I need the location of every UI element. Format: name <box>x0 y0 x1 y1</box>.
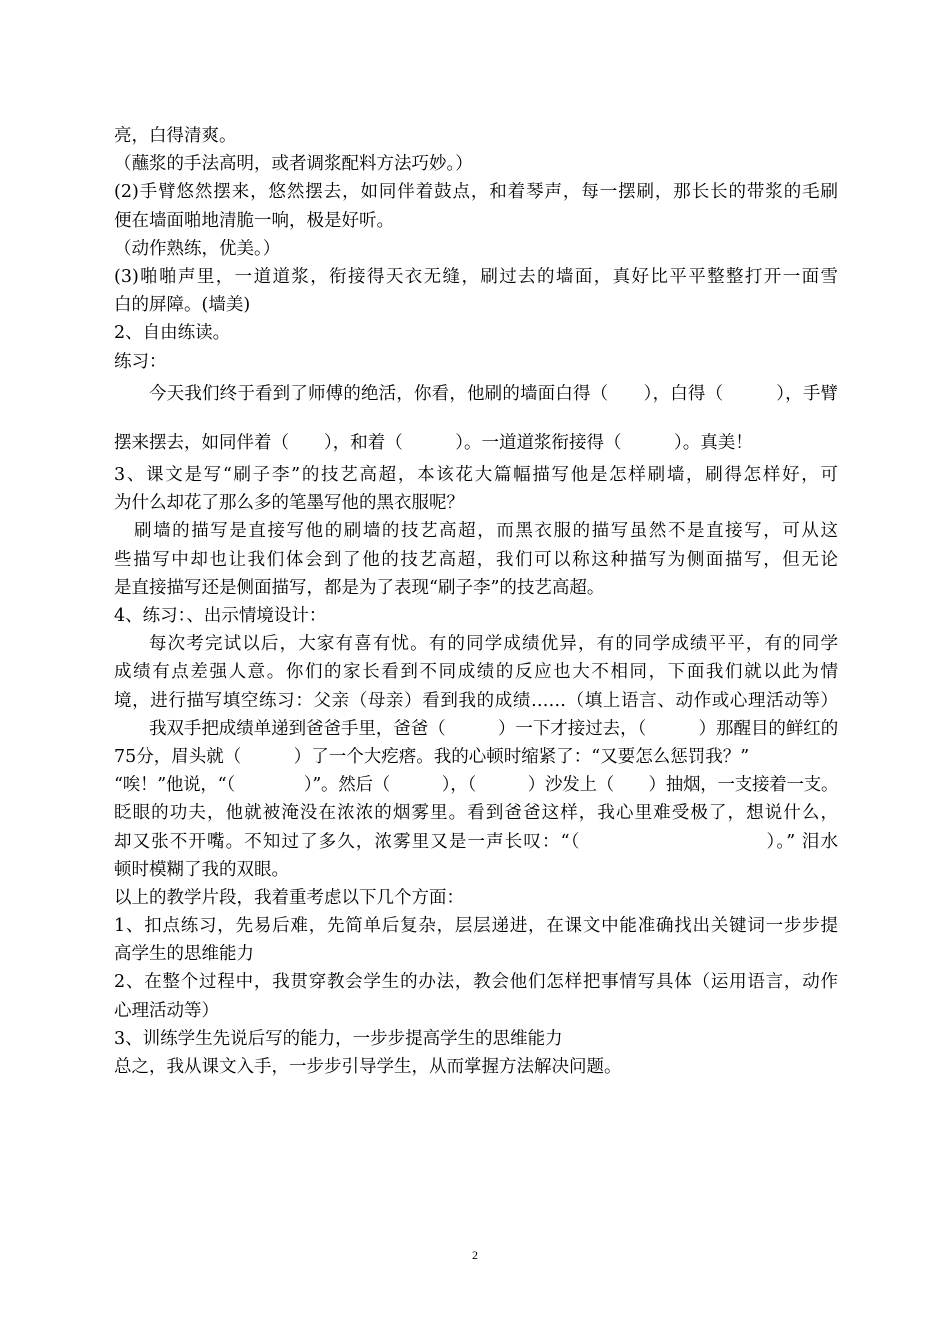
section-heading: 4、练习：、出示情境设计： <box>114 606 327 626</box>
text-line: (2)手臂悠然摆来，悠然摆去，如同伴着鼓点，和着琴声，每一摆刷，那长长的带浆的毛刷 <box>114 182 838 203</box>
text-line: 1、扣点练习，先易后难，先简单后复杂，层层递进，在课文中能准确找出关键词一步步提 <box>114 916 838 937</box>
text-line: 每次考完试以后，大家有喜有忧。有的同学成绩优异，有的同学成绩平平，有的同学 <box>149 634 838 655</box>
document-body <box>114 122 838 1081</box>
text-line: 些描写中却也让我们体会到了他的技艺高超，我们可以称这种描写为侧面描写，但无论 <box>114 549 838 570</box>
section-heading: 3、课文是写“刷子李”的技艺高超，本该花大篇幅描写他是怎样刷墙，刷得怎样好，可 <box>114 465 838 486</box>
text-line: 是直接描写还是侧面描写，都是为了表现“刷子李”的技艺高超。 <box>114 577 605 598</box>
text-line: 便在墙面啪地清脆一响，极是好听。 <box>114 210 394 231</box>
exercise-line: “唉！”他说，“（ ）”。然后（ ），（ ）沙发上（ ）抽烟，一支接着一支。 <box>114 775 839 796</box>
exercise-line: 摆来摆去，如同伴着（ ），和着（ ）。一道道浆衔接得（ ）。真美！ <box>114 432 753 453</box>
text-line: (3)啪啪声里，一道道浆，衔接得天衣无缝，刷过去的墙面，真好比平平整整打开一面雪 <box>114 266 838 287</box>
page-number: 2 <box>472 1248 478 1262</box>
text-line: 练习： <box>114 351 167 372</box>
exercise-line: 却又张不开嘴。不知过了多久，浓雾里又是一声长叹：“（ ）。” 泪水 <box>114 831 838 852</box>
text-line: 亮，白得清爽。 <box>114 126 237 146</box>
text-line: 白的屏障。(墙美) <box>114 295 251 316</box>
text-line: 成绩有点差强人意。你们的家长看到不同成绩的反应也大不相同，下面我们就以此为情 <box>114 662 838 683</box>
exercise-line: 顿时模糊了我的双眼。 <box>114 859 289 880</box>
exercise-line: 今天我们终于看到了师傅的绝活，你看，他刷的墙面白得（ ），白得（ ），手臂 <box>149 383 838 404</box>
text-line: 心理活动等） <box>114 1000 219 1021</box>
text-line: 3、训练学生先说后写的能力，一步步提高学生的思维能力 <box>114 1028 563 1049</box>
exercise-line: 我双手把成绩单递到爸爸手里，爸爸（ ）一下才接过去，（ ）那醒目的鲜红的 <box>149 718 838 739</box>
exercise-line: 眨眼的功夫，他就被淹没在浓浓的烟雾里。看到爸爸这样，我心里难受极了，想说什么， <box>114 803 838 824</box>
text-line: 以上的教学片段，我着重考虑以下几个方面： <box>114 887 464 908</box>
text-line: 为什么却花了那么多的笔墨写他的黑衣服呢？ <box>114 493 464 514</box>
text-line: 刷墙的描写是直接写他的刷墙的技艺高超，而黑衣服的描写虽然不是直接写，可从这 <box>134 521 838 542</box>
text-line: 境，进行描写填空练习：父亲（母亲）看到我的成绩……（填上语言、动作或心理活动等） <box>114 690 838 711</box>
text-line: （动作熟练，优美。） <box>114 238 281 259</box>
text-line: 总之，我从课文入手，一步步引导学生，从而掌握方法解决问题。 <box>114 1057 622 1077</box>
text-line: （蘸浆的手法高明，或者调浆配料方法巧妙。） <box>114 154 473 175</box>
text-line: 2、在整个过程中，我贯穿教会学生的办法，教会他们怎样把事情写具体（运用语言，动作 <box>114 972 838 993</box>
exercise-line: 75分，眉头就（ ）了一个大疙瘩。我的心顿时缩紧了：“又要怎么惩罚我？” <box>114 746 750 767</box>
section-heading: 2、自由练读。 <box>114 323 231 344</box>
text-line: 高学生的思维能力 <box>114 944 254 965</box>
